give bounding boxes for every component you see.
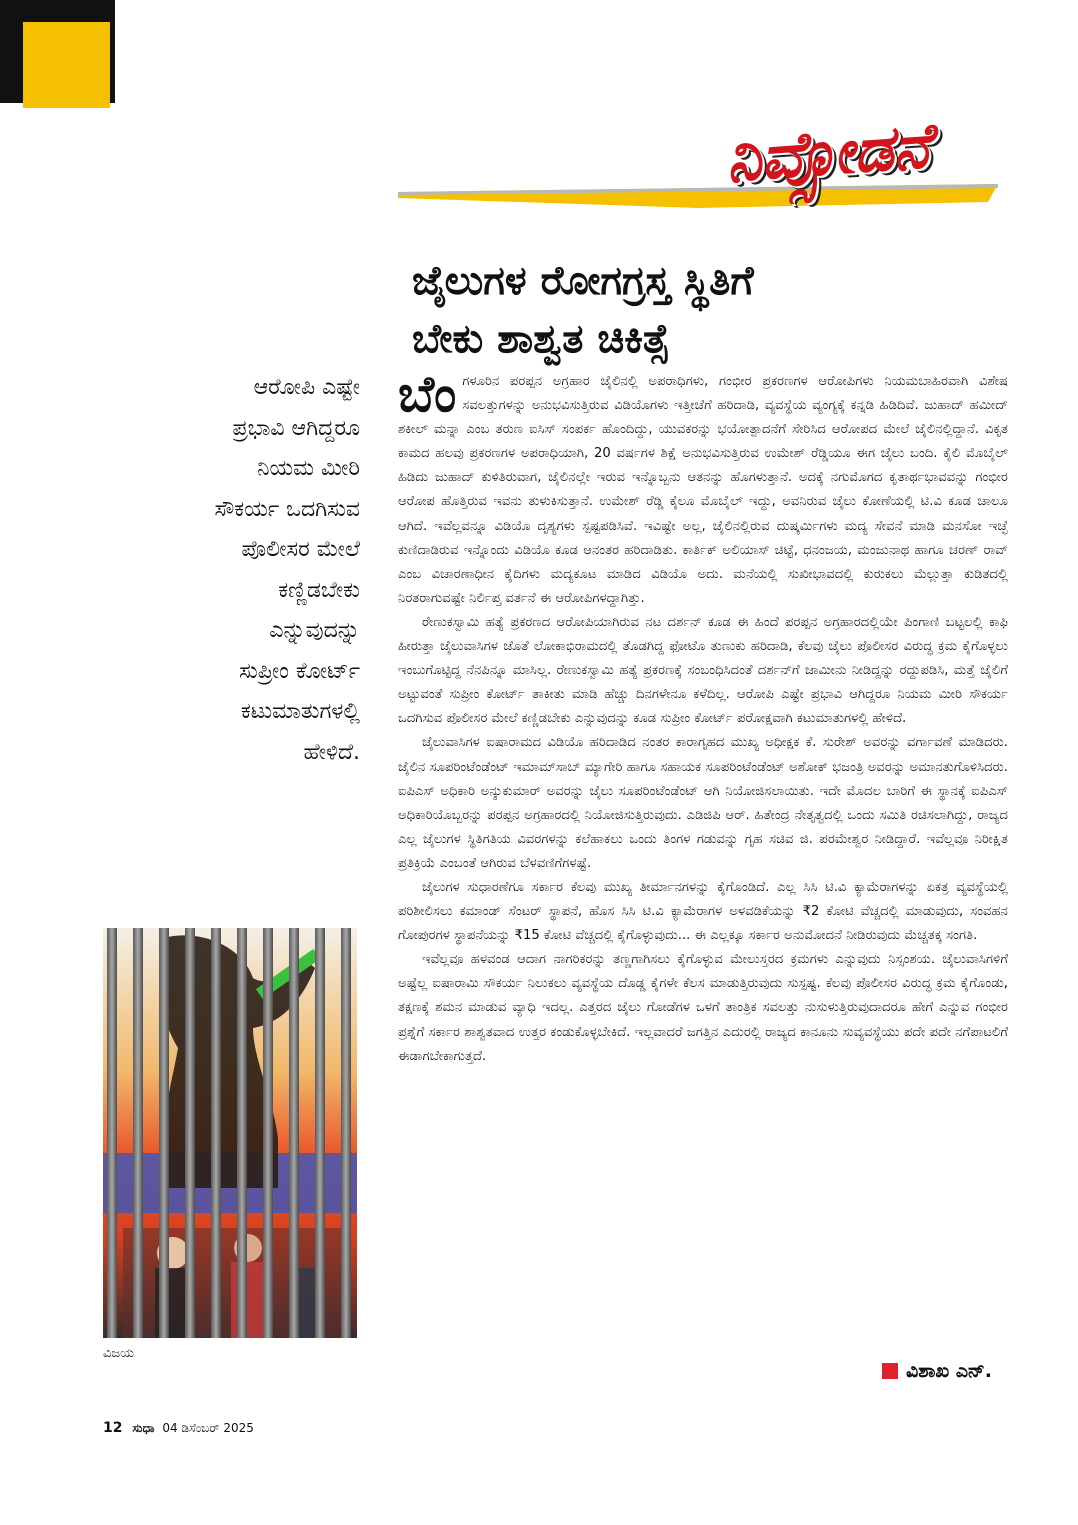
headline-line-2: ಬೇಕು ಶಾಶ್ವತ ಚಿಕಿತ್ಸೆ xyxy=(412,316,670,362)
pull-quote-line: ಕಟುಮಾತುಗಳಲ್ಲಿ xyxy=(240,699,360,724)
issue-date: 04 ಡಿಸೆಂಬರ್ 2025 xyxy=(162,1421,254,1435)
pull-quote-line: ನಿಯಮ ಮೀರಿ xyxy=(257,456,360,481)
byline-author: ವಿಶಾಖ ಎನ್. xyxy=(906,1360,992,1382)
article-paragraph-2: ರೇಣುಕಸ್ವಾಮಿ ಹತ್ಯೆ ಪ್ರಕರಣದ ಆರೋಪಿಯಾಗಿರುವ ನಟ ದರ್ಶನ್ ಕೂಡ ಈ ಹಿಂದೆ ಪರಪ್ಪನ ಅಗ್ರಹಾರದಲ್ಲಿಯೇ ಪಿಂಗಾಣಿ ಬಟ್ಟಲಲ್ಲಿ ಕಾಫಿ ಹೀರುತ್ತಾ ಜೈಲುವಾಸಿಗಳ ಜೊತೆ ಲೋಕಾಭಿರಾಮದಲ್ಲಿ ತೊಡಗಿದ್ದ ಫೋಟೊ ತುಣುಕು ಹರಿದಾಡಿ, ಕೆಲವು ಜೈಲು ಪೊಲೀಸರ ವಿರುದ್ಧ ಕ್ರಮ ಕೈಗೊಳ್ಳಲು ಇಂಬುಗೊಟ್ಟಿದ್ದ ನೆನಪಿನ್ನೂ ಮಾಸಿಲ್ಲ. ರೇಣುಕಸ್ವಾಮಿ ಹತ್ಯೆ ಪ್ರಕರಣಕ್ಕೆ ಸಂಬಂಧಿಸಿದಂತೆ ದರ್ಶನ್‌ಗೆ ಜಾಮೀನು ನೀಡಿದ್ದನ್ನು ರದ್ದುಪಡಿಸಿ, ಮತ್ತೆ ಜೈಲಿಗೆ ಅಟ್ಟುವಂತೆ ಸುಪ್ರೀಂ ಕೋರ್ಟ್ ತಾಕೀತು ಮಾಡಿ ಹೆಚ್ಚು ದಿನಗಳೇನೂ ಕಳೆದಿಲ್ಲ. ಆರೋಪಿ ಎಷ್ಟೇ ಪ್ರಭಾವಿ ಆಗಿದ್ದರೂ ನಿಯಮ ಮೀರಿ ಸೌಕರ್ಯ ಒದಗಿಸುವ ಪೊಲೀಸರ ಮೇಲೆ ಕಣ್ಣಿಡಬೇಕು ಎನ್ನುವುದನ್ನು ಕೂಡ ಸುಪ್ರೀಂ ಕೋರ್ಟ್ ಪರೋಕ್ಷವಾಗಿ ಕಟುಮಾತುಗಳಲ್ಲಿ ಹೇಳಿದೆ. xyxy=(398,614,1008,727)
jail-illustration-svg xyxy=(103,928,357,1338)
byline-square-icon xyxy=(882,1363,898,1379)
article-paragraph-1 xyxy=(398,364,1008,611)
article-paragraph-5: ಇವೆಲ್ಲವೂ ಹಳವಂಡ ಆದಾಗ ನಾಗರಿಕರನ್ನು ತಣ್ಣಗಾಗಿಸಲು ಕೈಗೊಳ್ಳುವ ಮೇಲುಸ್ತರದ ಕ್ರಮಗಳು ಎನ್ನುವುದು ನಿಸ್ಸಂಶಯ. ಜೈಲುವಾಸಿಗಳಿಗೆ ಅಷ್ಟೆಲ್ಲ ಐಷಾರಾಮಿ ಸೌಕರ್ಯ ನಿಲುಕಲು ವ್ಯವಸ್ಥೆಯ ದೊಡ್ಡ ಕೈಗಳೇ ಕೆಲಸ ಮಾಡುತ್ತಿರುವುದು ಸುಸ್ಪಷ್ಟ. ಕೆಲವು ಪೊಲೀಸರ ವಿರುದ್ಧ ಕ್ರಮ ಕೈಗೊಂಡು, ತಕ್ಷಣಕ್ಕೆ ಶಮನ ಮಾಡುವ ವ್ಯಾಧಿ ಇದಲ್ಲ. ಎತ್ತರದ ಜೈಲು ಗೋಡೆಗಳ ಒಳಗೆ ತಾಂತ್ರಿಕ ಸವಲತ್ತು ನುಸುಳುತ್ತಿರುವುದಾದರೂ ಹೇಗೆ ಎನ್ನುವ ಗಂಭೀರ ಪ್ರಶ್ನೆಗೆ ಸರ್ಕಾರ ಶಾಶ್ವತವಾದ ಉತ್ತರ ಕಂಡುಕೊಳ್ಳಬೇಕಿದೆ. ಇಲ್ಲವಾದರೆ ಜಗತ್ತಿನ ಎದುರಲ್ಲಿ ರಾಜ್ಯದ ಕಾನೂನು ಸುವ್ಯವಸ್ಥೆಯು ಪದೇ ಪದೇ ನಗೆಪಾಟಲಿಗೆ ಈಡಾಗಬೇಕಾಗುತ್ತದೆ. xyxy=(398,952,1008,1064)
pull-quote-line: ಸುಪ್ರೀಂ ಕೋರ್ಟ್ xyxy=(239,658,360,684)
section-banner xyxy=(398,110,1003,240)
jail-bars-illustration xyxy=(103,928,357,1338)
pull-quote-line: ಎನ್ನುವುದನ್ನು xyxy=(269,618,360,643)
pull-quote-line: ಕಣ್ಣಿಡಬೇಕು xyxy=(278,577,360,603)
byline xyxy=(882,1360,992,1382)
article-paragraph-1-text: ಗಳೂರಿನ ಪರಪ್ಪನ ಅಗ್ರಹಾರ ಜೈಲಿನಲ್ಲಿ ಅಪರಾಧಿಗಳು, ಗಂಭೀರ ಪ್ರಕರಣಗಳ ಆರೋಪಿಗಳು ನಿಯಮಬಾಹಿರವಾಗಿ ವಿಶೇಷ ಸವಲತ್ತುಗಳನ್ನು ಅನುಭವಿಸುತ್ತಿರುವ ವಿಡಿಯೊಗಳು ಇತ್ತೀಚೆಗೆ ಹರಿದಾಡಿ, ವ್ಯವಸ್ಥೆಯ ವ್ಯಂಗ್ಯಕ್ಕೆ ಕನ್ನಡಿ ಹಿಡಿದಿವೆ. ಜುಹಾದ್ ಹಮೀದ್ ಶಕೀಲ್ ಮನ್ನಾ ಎಂಬ ತರುಣ ಐಸಿಸ್ ಸಂಪರ್ಕ ಹೊಂದಿದ್ದು, ಯುವಕರನ್ನು ಭಯೋತ್ಪಾದನೆಗೆ ಸೇರಿಸಿದ ಆರೋಪದ ಮೇಲೆ ಜೈಲಿನಲ್ಲಿದ್ದಾನೆ. ವಿಕೃತ ಕಾಮದ ಹಲವು ಪ್ರಕರಣಗಳ ಅಪರಾಧಿಯಾಗಿ, 20 ವರ್ಷಗಳ ಶಿಕ್ಷೆ ಅನುಭವಿಸುತ್ತಿರುವ ಉಮೇಶ್ ರೆಡ್ಡಿಯೂ ಈಗ ಜೈಲು ಬಂದಿ. ಕೈಲಿ ಮೊಬೈಲ್ ಹಿಡಿದು ಜುಹಾದ್ ಕುಳಿತಿರುವಾಗ, ಜೈಲಿನಲ್ಲೇ ಇರುವ ಇನ್ನೊಬ್ಬನು ಆತನನ್ನು ಹೊಗಳುತ್ತಾನೆ. ಅದಕ್ಕೆ ನಗುಮೊಗದ ಕೃತಾರ್ಥಭಾವವನ್ನು ಗಂಭೀರ ಆರೋಪ ಹೊತ್ತಿರುವ ಇವನು ತುಳುಕಿಸುತ್ತಾನೆ. ಉಮೇಶ್ ರೆಡ್ಡಿ ಕೈಲೂ ಮೊಬೈಲ್ ಇದ್ದು, ಅವನಿರುವ ಜೈಲು ಕೋಣೆಯಲ್ಲಿ ಟಿ.ವಿ ಕೂಡ ಚಾಲೂ ಆಗಿದೆ. ಇವೆಲ್ಲವನ್ನೂ ವಿಡಿಯೊ ದೃಶ್ಯಗಳು ಸ್ಪಷ್ಟಪಡಿಸಿವೆ. ಇವಿಷ್ಟೇ ಅಲ್ಲ, ಜೈಲಿನಲ್ಲಿರುವ ದುಷ್ಕರ್ಮಿಗಳು ಮದ್ಯ ಸೇವನೆ ಮಾಡಿ ಮನಸೋ ಇಚ್ಛೆ ಕುಣಿದಾಡಿರುವ ಇನ್ನೊಂದು ವಿಡಿಯೊ ಕೂಡ ಆನಂತರ ಹರಿದಾಡಿತು. ಕಾರ್ತಿಕ್ ಅಲಿಯಾಸ್ ಚಿಟ್ಟೆ, ಧನಂಜಯ, ಮಂಜುನಾಥ ಹಾಗೂ ಚರಣ್ ರಾವ್ ಎಂಬ ವಿಚಾರಣಾಧೀನ ಕೈದಿಗಳು ಮದ್ಯಕೂಟ ಮಾಡಿದ ವಿಡಿಯೊ ಅದು. ಮನೆಯಲ್ಲಿ ಸುಖೀಭಾವದಲ್ಲಿ ಕುರುಕಲು ಮೆಲ್ಲುತ್ತಾ ಕುಡಿತದಲ್ಲಿ ನಿರತರಾಗುವಷ್ಟೇ ನಿರ್ಲಿಪ್ತ ವರ್ತನೆ ಈ ಆರೋಪಿಗಳದ್ದಾಗಿತ್ತು. xyxy=(398,374,1008,606)
corner-yellow-block xyxy=(23,22,110,108)
pull-quote-line: ಪೊಲೀಸರ ಮೇಲೆ xyxy=(241,537,360,562)
article-paragraph-3: ಜೈಲುವಾಸಿಗಳ ಐಷಾರಾಮದ ವಿಡಿಯೊ ಹರಿದಾಡಿದ ನಂತರ ಕಾರಾಗೃಹದ ಮುಖ್ಯ ಅಧೀಕ್ಷಕ ಕೆ. ಸುರೇಶ್ ಅವರನ್ನು ವರ್ಗಾವಣೆ ಮಾಡಿದರು. ಜೈಲಿನ ಸೂಪರಿಂಟೆಂಡೆಂಟ್ ಇಮಾಮ್‌ಸಾಬ್ ಮ್ಯಾಗೇರಿ ಹಾಗೂ ಸಹಾಯಕ ಸೂಪರಿಂಟೆಂಡೆಂಟ್ ಅಶೋಕ್ ಭಜಂತ್ರಿ ಅವರನ್ನು ಅಮಾನತುಗೊಳಿಸಿದರು. ಐಪಿಎಸ್ ಅಧಿಕಾರಿ ಅನ್ಶುಕುಮಾರ್ ಅವರನ್ನು ಜೈಲು ಸೂಪರಿಂಟೆಂಡೆಂಟ್ ಆಗಿ ನಿಯೋಜಿಸಲಾಯಿತು. ಇದೇ ಮೊದಲ ಬಾರಿಗೆ ಈ ಸ್ಥಾನಕ್ಕೆ ಐಪಿಎಸ್ ಅಧಿಕಾರಿಯೊಬ್ಬರನ್ನು ಪರಪ್ಪನ ಅಗ್ರಹಾರದಲ್ಲಿ ನಿಯೋಜಿಸುತ್ತಿರುವುದು. ಎಡಿಜಿಪಿ ಆರ್. ಹಿತೇಂದ್ರ ನೇತೃತ್ವದಲ್ಲಿ ಒಂದು ಸಮಿತಿ ರಚಿಸಲಾಗಿದ್ದು, ರಾಜ್ಯದ ಎಲ್ಲ ಜೈಲುಗಳ ಸ್ಥಿತಿಗತಿಯ ವಿವರಗಳನ್ನು ಕಲೆಹಾಕಲು ಒಂದು ತಿಂಗಳ ಗಡುವನ್ನು ಗೃಹ ಸಚಿವ ಜಿ. ಪರಮೇಶ್ವರ ನೀಡಿದ್ದಾರೆ. ಇವೆಲ್ಲವೂ ನಿರೀಕ್ಷಿತ ಪ್ರತಿಕ್ರಿಯೆ ಎಂಬಂತೆ ಆಗಿರುವ ಬೆಳವಣಿಗೆಗಳಷ್ಟೆ. xyxy=(398,735,1008,871)
article-body xyxy=(398,364,1008,1069)
pull-quote-line: ಹೇಳಿದೆ. xyxy=(303,739,360,765)
photo-credit: ವಿಜಯ xyxy=(103,1346,135,1361)
pull-quote xyxy=(150,368,360,773)
headline-line-1: ಜೈಲುಗಳ ರೋಗಗ್ರಸ್ತ ಸ್ಥಿತಿಗೆ xyxy=(412,258,754,304)
magazine-name: ಸುಧಾ xyxy=(132,1421,155,1435)
pull-quote-line: ಸೌಕರ್ಯ ಒದಗಿಸುವ xyxy=(214,496,360,522)
pull-quote-line: ಆರೋಪಿ ಎಷ್ಟೇ xyxy=(253,375,360,400)
page-footer xyxy=(103,1420,254,1436)
drop-cap: ಬೆಂ xyxy=(398,364,457,423)
page-number: 12 xyxy=(103,1420,123,1436)
section-title: ನಿವ್ಸೋಡನೆ xyxy=(723,108,933,197)
headline xyxy=(412,252,1012,368)
pull-quote-line: ಪ್ರಭಾವಿ ಆಗಿದ್ದರೂ xyxy=(232,415,360,441)
article-paragraph-4: ಜೈಲುಗಳ ಸುಧಾರಣೆಗೂ ಸರ್ಕಾರ ಕೆಲವು ಮುಖ್ಯ ತೀರ್ಮಾನಗಳನ್ನು ಕೈಗೊಂಡಿದೆ. ಎಲ್ಲ ಸಿಸಿ ಟಿ.ವಿ ಕ್ಯಾಮೆರಾಗಳನ್ನು ಏಕತ್ರ ವ್ಯವಸ್ಥೆಯಲ್ಲಿ ಪರಿಶೀಲಿಸಲು ಕಮಾಂಡ್ ಸೆಂಟರ್ ಸ್ಥಾಪನೆ, ಹೊಸ ಸಿಸಿ ಟಿ.ವಿ ಕ್ಯಾಮೆರಾಗಳ ಅಳವಡಿಕೆಯನ್ನು ₹2 ಕೋಟಿ ವೆಚ್ಚದಲ್ಲಿ ಮಾಡುವುದು, ಸಂವಹನ ಗೋಪುರಗಳ ಸ್ಥಾಪನೆಯನ್ನು ₹15 ಕೋಟಿ ವೆಚ್ಚದಲ್ಲಿ ಕೈಗೊಳ್ಳುವುದು... ಈ ಎಲ್ಲಕ್ಕೂ ಸರ್ಕಾರ ಅನುಮೋದನೆ ನೀಡಿರುವುದು ಮೆಚ್ಚತಕ್ಕ ಸಂಗತಿ. xyxy=(398,879,1008,944)
